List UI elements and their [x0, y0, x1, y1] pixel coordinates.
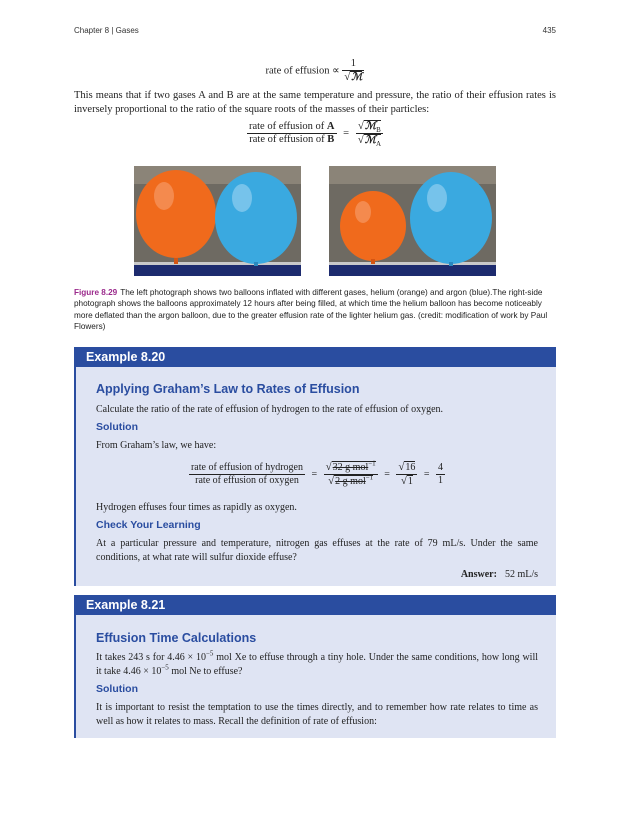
example-8-20-body [74, 367, 556, 586]
example-question: Calculate the ratio of the rate of effusion of hydrogen to the rate of effusion of oxygen. [96, 404, 444, 415]
grahams-law-equation: $\frac{\text{rate of effusion of hydrogen}}{\text{rate of effusion of oxygen}}$ = $\frac{√32 g mol^{-1}}{√2 g mol^{-1}}$ = $\frac{√16}{√1}$ = $\frac{4}{1}$ [190, 459, 444, 487]
eq-denominator: √ℳ [344, 71, 363, 83]
solution-heading: Solution [96, 683, 138, 695]
molar-mass-symbol: ℳ [351, 72, 363, 83]
ratio-denominator: rate of effusion of B [249, 134, 335, 145]
eq-lhs: rate of effusion ∝ [265, 65, 340, 77]
eq-result: $\frac{4}{1}$ [438, 462, 444, 486]
solution-heading: Solution [96, 421, 138, 433]
solution-intro: From Graham’s law, we have: [96, 440, 217, 451]
answer: Answer: 52 mL/s [460, 569, 538, 580]
conclusion: Hydrogen effuses four times as rapidly as oxygen. [96, 502, 297, 513]
eq-fraction [342, 58, 364, 84]
example-question: It takes 243 s for $4.46 \times 10^{-5}$ mol Xe to effuse through a tiny hole. Under the same conditions, how long will it take $4.46 \times 10^{-5}$ mol Ne to effuse? [96, 649, 539, 677]
check-your-learning-question: At a particular pressure and temperature, nitrogen gas effuses at the rate of 79 mL/s. Under the same conditions, at what rate will sulfur dioxide effuse? [96, 538, 538, 563]
figure-caption-text: The left photograph shows two balloons inflated with different gases, helium (orange) and argon (blue).The right-side photograph shows the balloons approximately 12 hours after being filled, at which time the helium balloon has become noticeably more deflated than the argon balloon, due to the greater effusion rate of the lighter helium gas. (credit: modification of work by Paul Flowers) [74, 288, 548, 331]
equation-ratio [0, 120, 630, 147]
eq-mass-ratio: $\frac{√32 g mol^{-1}}{√2 g mol^{-1}}$ [325, 459, 376, 487]
example-8-21-body [74, 615, 556, 738]
example-8-21-header: Example 8.21 [74, 595, 556, 615]
eq-sqrt-ratio: $\frac{√16}{√1}$ [398, 461, 416, 487]
photo-balloons-after-12-hours [329, 166, 496, 276]
example-title: Effusion Time Calculations [96, 631, 257, 645]
page-number: 435 [542, 26, 556, 35]
equals-sign: = [343, 128, 350, 139]
example-8-20-header: Example 8.20 [74, 347, 556, 367]
eq-hydrogen: rate of effusion of hydrogen [190, 462, 303, 473]
ratio-fraction [247, 121, 337, 146]
check-your-learning-heading: Check Your Learning [96, 519, 201, 531]
running-header-chapter: Chapter 8 | Gases [74, 26, 139, 35]
intro-paragraph: This means that if two gases A and B are at the same temperature and pressure, the ratio of their effusion rates is inversely proportional to the ratio of the square roots of the masses of their particles: [74, 90, 556, 115]
ratio-rhs-fraction: $\frac{√ℳ_B}{√ℳ_A}$ [357, 120, 382, 149]
figure-caption [74, 287, 556, 332]
eq-oxygen: rate of effusion of oxygen [195, 475, 299, 486]
solution-text: It is important to resist the temptation to use the times directly, and to remember how rate relates to time as well as how it relates to mass. Recall the definition of rate of effusion: [96, 702, 538, 727]
ratio-numerator: rate of effusion of A [248, 121, 335, 132]
equation-proportional [0, 58, 630, 84]
example-title: Applying Graham’s Law to Rates of Effusion [96, 382, 360, 396]
photo-balloons-fresh [134, 166, 301, 276]
figure-label: Figure 8.29 [74, 288, 118, 297]
eq-numerator: 1 [342, 58, 364, 71]
